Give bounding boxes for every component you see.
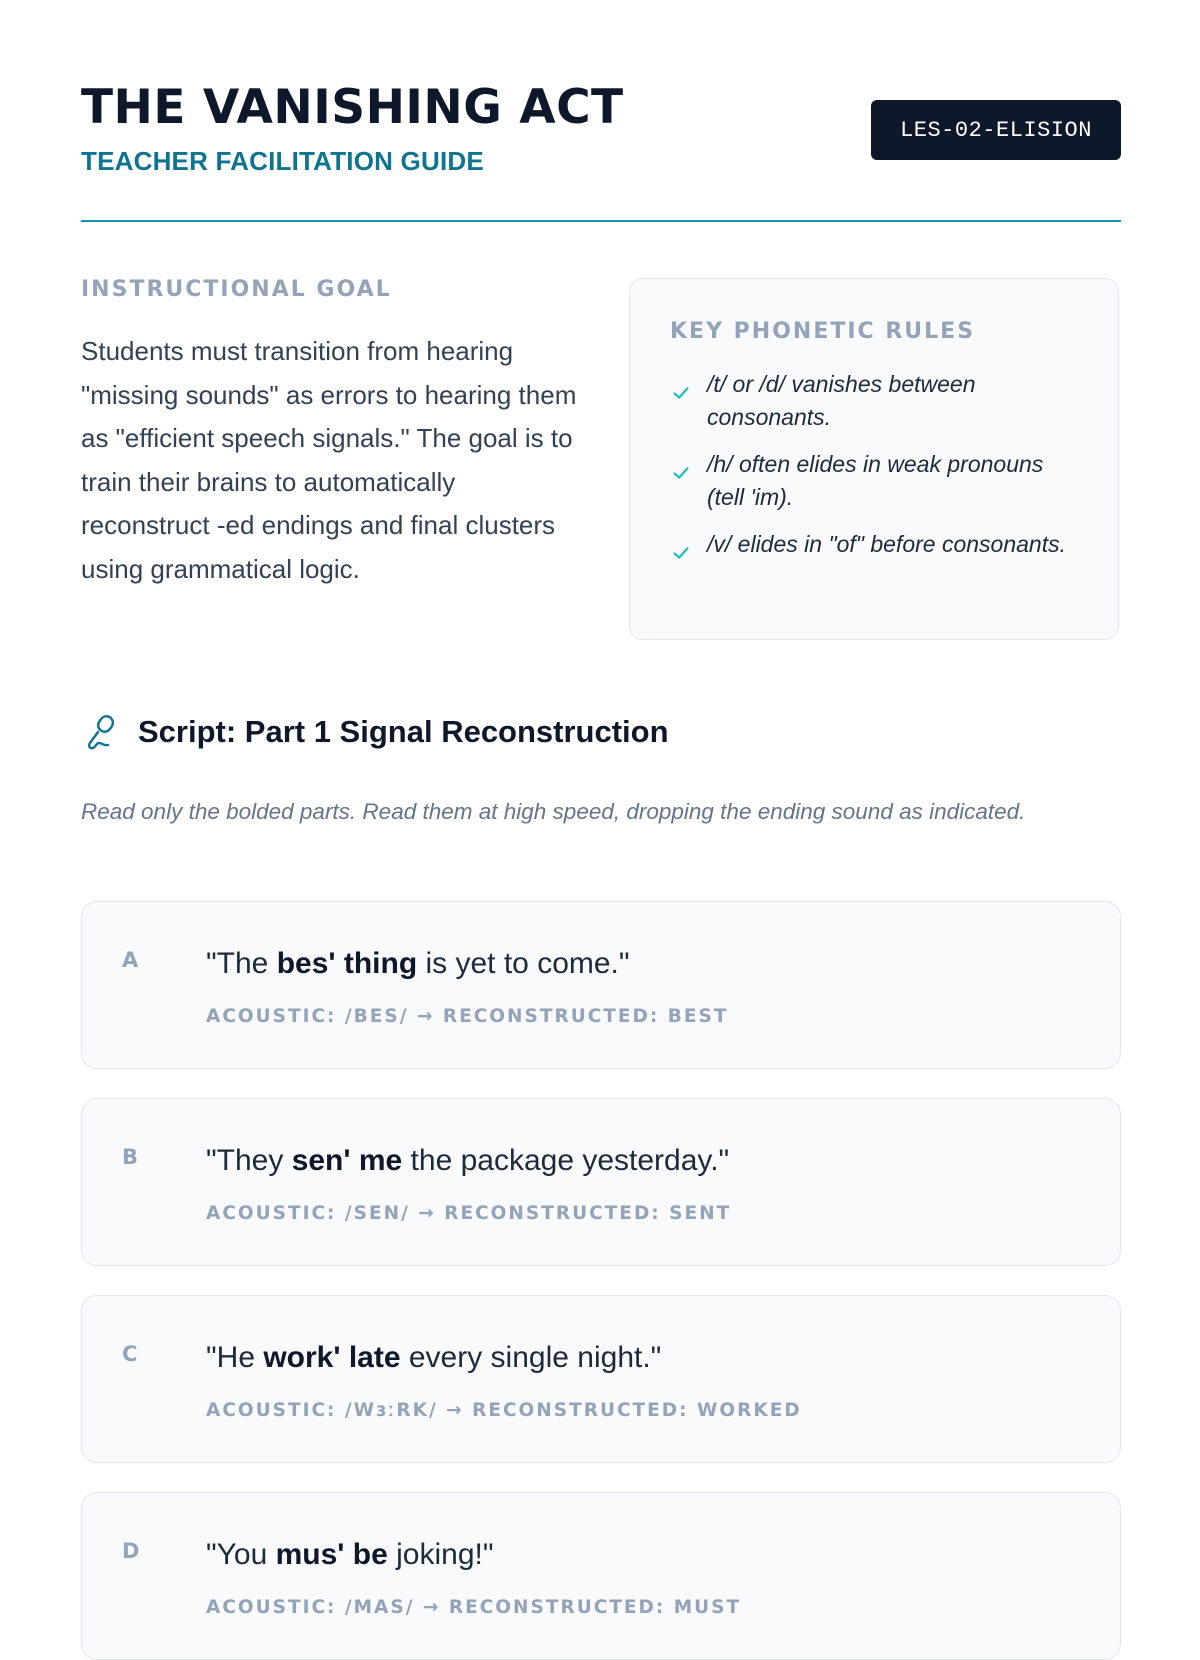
item-sentence	[206, 1538, 493, 1572]
sentence-end: the package yesterday."	[402, 1144, 730, 1177]
sentence-start: "They	[206, 1144, 292, 1177]
script-item	[81, 901, 1121, 1069]
check-icon	[670, 382, 692, 404]
sentence-start: "The	[206, 947, 277, 980]
goal-label: INSTRUCTIONAL GOAL	[81, 277, 392, 302]
item-acoustic-note: ACOUSTIC: /MAS/ → RECONSTRUCTED: MUST	[206, 1597, 742, 1618]
microphone-icon	[84, 713, 120, 751]
instructional-goal-section	[81, 277, 581, 591]
sentence-emphasis: sen' me	[291, 1144, 403, 1177]
script-heading	[84, 712, 669, 752]
check-icon	[670, 542, 692, 564]
item-sentence	[206, 947, 630, 981]
rule-text: /h/ often elides in weak pronouns (tell 'im).	[707, 451, 1044, 510]
item-sentence	[206, 1341, 661, 1375]
page-title: THE VANISHING ACT	[81, 80, 624, 135]
rules-list	[670, 368, 1078, 561]
rule-item	[670, 448, 1078, 514]
phonetic-rules-card	[629, 278, 1119, 640]
sentence-emphasis: work' late	[263, 1341, 401, 1374]
item-acoustic-note: ACOUSTIC: /SEN/ → RECONSTRUCTED: SENT	[206, 1203, 732, 1224]
sentence-emphasis: mus' be	[275, 1538, 388, 1571]
item-acoustic-note: ACOUSTIC: /WɜːRK/ → RECONSTRUCTED: WORKED	[206, 1400, 802, 1421]
lesson-code-badge: LES-02-ELISION	[871, 100, 1121, 160]
check-icon	[670, 462, 692, 484]
script-instructions: Read only the bolded parts. Read them at high speed, dropping the ending sound as indicated.	[81, 799, 1026, 824]
item-letter: A	[122, 948, 139, 972]
goal-text: Students must transition from hearing "missing sounds" as errors to hearing them as "efficient speech signals." The goal is to train their brains to automatically reconstruct -ed endings and final clusters using grammatical logic.	[81, 336, 577, 584]
script-item	[81, 1295, 1121, 1463]
sentence-end: every single night."	[400, 1341, 662, 1374]
sentence-end: is yet to come."	[417, 947, 630, 980]
rule-text: /t/ or /d/ vanishes between consonants.	[707, 371, 976, 430]
item-acoustic-note: ACOUSTIC: /BES/ → RECONSTRUCTED: BEST	[206, 1006, 729, 1027]
item-letter: D	[122, 1539, 140, 1563]
script-title: Script: Part 1 Signal Reconstruction	[138, 714, 669, 749]
page-header	[81, 80, 1121, 225]
sentence-emphasis: bes' thing	[276, 947, 418, 980]
item-letter: C	[122, 1342, 138, 1366]
rule-text: /v/ elides in "of" before consonants.	[707, 531, 1066, 557]
item-letter: B	[122, 1145, 139, 1169]
script-item	[81, 1098, 1121, 1266]
sentence-start: "He	[206, 1341, 264, 1374]
page-subtitle: TEACHER FACILITATION GUIDE	[81, 146, 484, 176]
rule-item	[670, 528, 1078, 561]
sentence-start: "You	[206, 1538, 276, 1571]
rules-label: KEY PHONETIC RULES	[670, 319, 976, 344]
item-sentence	[206, 1144, 729, 1178]
script-item	[81, 1492, 1121, 1660]
rule-item	[670, 368, 1078, 434]
header-divider	[81, 220, 1121, 222]
sentence-end: joking!"	[387, 1538, 494, 1571]
